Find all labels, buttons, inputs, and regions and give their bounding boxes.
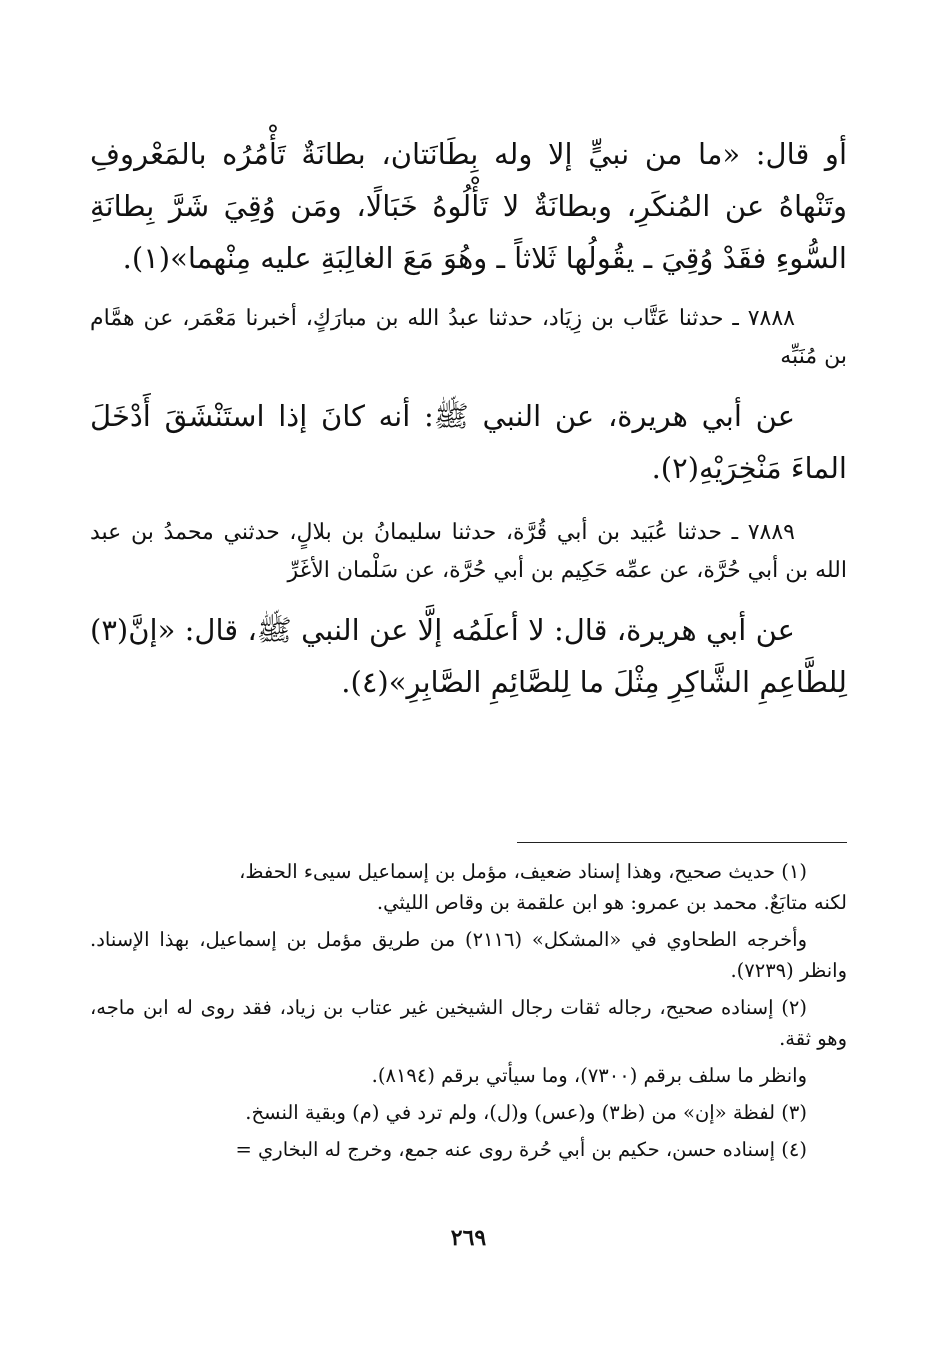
footnote-2: (٢) إسناده صحيح، رجاله ثقات رجال الشيخين غير عتاب بن زياد، فقد روى له ابن ماجه، وهو ثقة.	[90, 996, 847, 1050]
hadith-7888-isnad: ٧٨٨٨ ـ حدثنا عَتَّاب بن زِيَاد، حدثنا عبدُ الله بن مبارَكٍ، أخبرنا مَعْمَر، عن همَّام بن مُنَبِّه	[90, 306, 847, 369]
footnote-1-line-1: (١) حديث صحيح، وهذا إسناد ضعيف، مؤمل بن إسماعيل سيىء الحفظ،	[239, 860, 807, 883]
footnote-1	[90, 856, 847, 918]
footnote-3: (٣) لفظة «إن» من (ظ٣) و(عس) و(ل)، ولم ترد في (م) وبقية النسخ.	[245, 1101, 807, 1124]
hadith-7888-text: عن أبي هريرة، عن النبي ﷺ: أنه كانَ إذا استَنْشَقَ أَدْخَلَ الماءَ مَنْخِرَيْهِ(٢).	[90, 399, 847, 485]
footnote-4: (٤) إسناده حسن، حكيم بن أبي حُرة روى عنه جمع، وخرج له البخاري =	[235, 1138, 807, 1161]
main-text	[90, 128, 847, 708]
hadith-text-continued: أو قال: «ما من نبيٍّ إلا وله بِطَانَتان، بطانَةٌ تَأْمُرُه بالمَعْروفِ وتَنْهاهُ عن المُنكَرِ، وبطانَةٌ لا تَأْلُوهُ خَبَالًا، ومَن وُقِيَ شَرَّ بِطانَةِ السُّوءِ فقَدْ وُقِيَ ـ يقُولُها ثَلاثاً ـ وهُوَ مَعَ الغالِبَةِ عليه مِنْهما»(١).	[90, 137, 847, 275]
footnote-separator	[517, 842, 847, 843]
footnote-1-paragraph-2: وأخرجه الطحاوي في «المشكل» (٢١١٦) من طريق مؤمل بن إسماعيل، بهذا الإسناد. وانظر (٧٢٣٩).	[90, 928, 847, 982]
footnotes	[90, 856, 847, 1171]
page-number: ٢٦٩	[450, 1225, 487, 1251]
hadith-7889-isnad: ٧٨٨٩ ـ حدثنا عُبَيد بن أبي قُرَّة، حدثنا سليمانُ بن بلالٍ، حدثني محمدُ بن عبد الله بن أبي حُرَّة، عن عمِّه حَكِيم بن أبي حُرَّة، عن سَلْمان الأغَرِّ	[90, 520, 847, 583]
footnote-1-line-2: لكنه متابَعٌ. محمد بن عمرو: هو ابن علقمة بن وقاص الليثي.	[376, 891, 847, 914]
hadith-7889-text: عن أبي هريرة، قال: لا أعلَمُه إلَّا عن النبي ﷺ، قال: «إنَّ(٣) لِلطَّاعِمِ الشَّاكِرِ مِثْلَ ما لِلصَّائِمِ الصَّابِرِ»(٤).	[90, 613, 847, 699]
footnote-2-paragraph-2: وانظر ما سلف برقم (٧٣٠٠)، وما سيأتي برقم (٨١٩٤).	[371, 1064, 807, 1087]
